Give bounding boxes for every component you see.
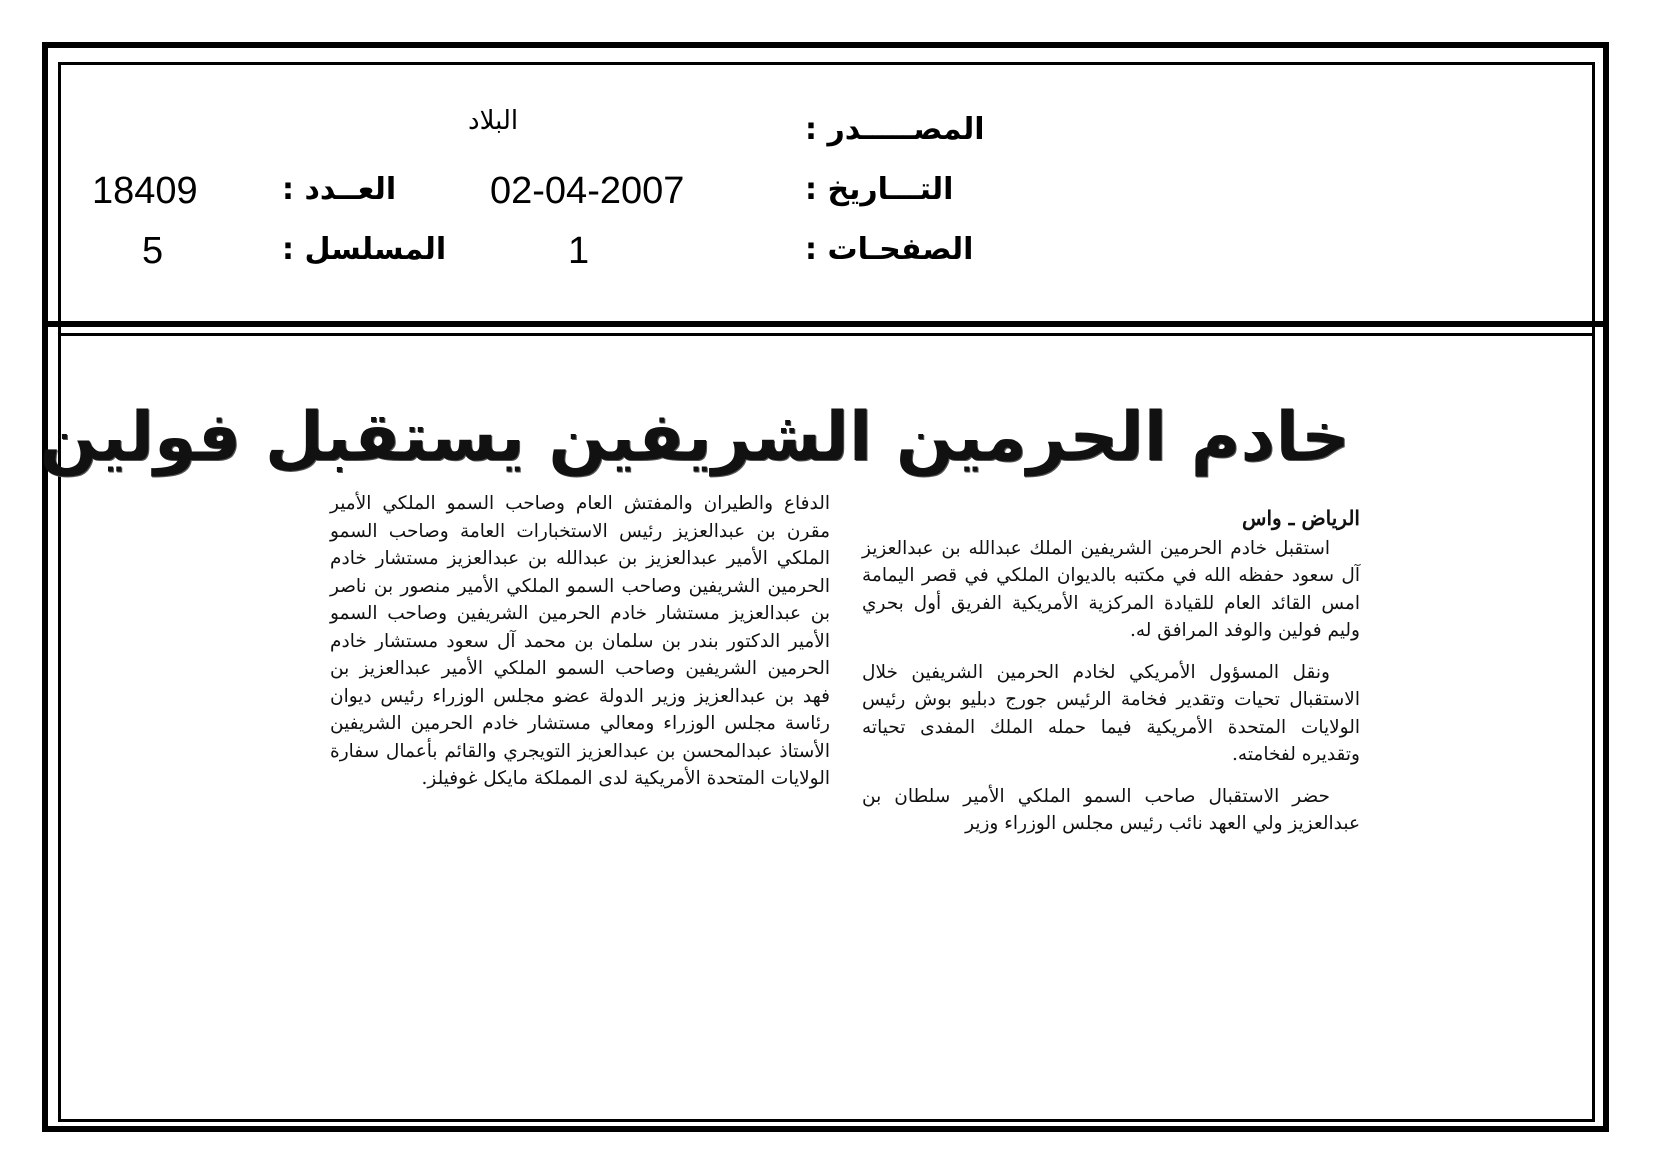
issue-label: العــدد :	[282, 172, 397, 207]
date-label: التـــاريخ :	[805, 172, 954, 207]
source-label: المصـــــدر :	[805, 112, 985, 147]
article-column-left	[330, 490, 830, 807]
pages-value: 1	[568, 230, 590, 272]
article-paragraph: ونقل المسؤول الأمريكي لخادم الحرمين الشريفين خلال الاستقبال تحيات وتقدير فخامة الرئيس جورج دبليو بوش رئيس الولايات المتحدة الأمريكية فيما حمله الملك المفدى تحياته وتقديره لفخامته.	[862, 661, 1360, 765]
article-headline: خادم الحرمين الشريفين يستقبل فولين	[39, 398, 1350, 477]
article-column-right	[862, 505, 1360, 852]
header-divider-thin	[58, 333, 1595, 336]
article-dateline: الرياض ـ واس	[1242, 506, 1360, 530]
source-value: البلاد	[468, 106, 519, 136]
pages-label: الصفحـات :	[805, 232, 974, 267]
serial-value: 5	[142, 230, 164, 272]
date-value: 02-04-2007	[490, 170, 685, 212]
issue-value: 18409	[92, 170, 198, 212]
article-paragraph: استقبل خادم الحرمين الشريفين الملك عبدالله بن عبدالعزيز آل سعود حفظه الله في مكتبه بالديوان الملكي في قصر اليمامة امس القائد العام للقيادة المركزية الأمريكية الفريق أول بحري وليم فولين والوفد المرافق له.	[862, 537, 1360, 641]
header-divider-thick	[42, 321, 1609, 327]
serial-label: المسلسل :	[282, 232, 447, 267]
article-paragraph: حضر الاستقبال صاحب السمو الملكي الأمير سلطان بن عبدالعزيز ولي العهد نائب رئيس مجلس الوزراء وزير	[862, 785, 1360, 834]
article-paragraph: الدفاع والطيران والمفتش العام وصاحب السمو الملكي الأمير مقرن بن عبدالعزيز رئيس الاستخبارات العامة وصاحب السمو الملكي الأمير عبدالعزيز بن عبدالله بن عبدالعزيز مستشار خادم الحرمين الشريفين وصاحب السمو الملكي الأمير منصور بن ناصر بن عبدالعزيز مستشار خادم الحرمين الشريفين وصاحب السمو الأمير الدكتور بندر بن سلمان بن محمد آل سعود مستشار خادم الحرمين الشريفين وصاحب السمو الملكي الأمير عبدالعزيز بن فهد بن عبدالعزيز وزير الدولة عضو مجلس الوزراء رئيس ديوان رئاسة مجلس الوزراء ومعالي مستشار خادم الحرمين الشريفين الأستاذ عبدالمحسن بن عبدالعزيز التويجري والقائم بأعمال سفارة الولايات المتحدة الأمريكية لدى المملكة مايكل غوفيلز.	[330, 493, 830, 789]
